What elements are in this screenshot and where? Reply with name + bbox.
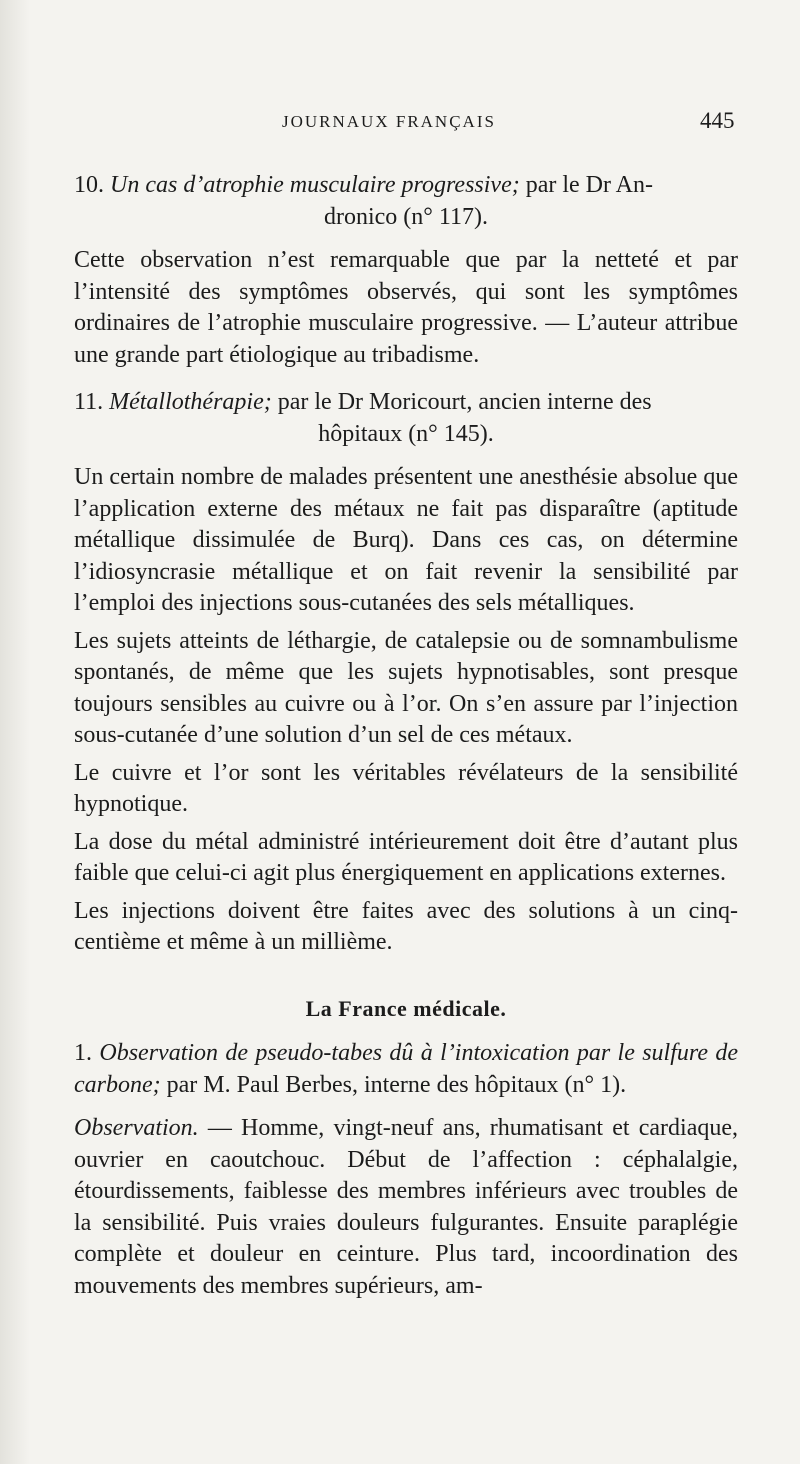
entry-title: Observation de pseudo-tabes dû à l’intoxication par le sulfure de carbone; [74, 1040, 739, 1098]
bibliography-entry [74, 1038, 738, 1302]
entry-number: 10. [74, 172, 104, 198]
entry-heading [74, 170, 738, 233]
entry-author: par le Dr Moricourt, ancien interne des [271, 389, 652, 415]
entry-title: Métallothérapie; [109, 389, 272, 415]
entry-number: 1. [74, 1040, 92, 1066]
observation-paragraph [74, 1113, 738, 1302]
bibliography-entry [74, 170, 738, 371]
entry-paragraph: Le cuivre et l’or sont les véritables révélateurs de la sensibilité hypnotique. [74, 759, 738, 817]
section-title: La France médicale. [305, 995, 507, 1021]
observation-lead: Observation. [74, 1115, 199, 1141]
entry-paragraph: La dose du métal administré intérieurement doit être d’autant plus faible que celui-ci agit plus énergiquement en applications externes. [74, 828, 738, 886]
entry-paragraph: Les sujets atteints de léthargie, de catalepsie ou de somnambulisme spontanés, de même que les sujets hypnotisables, sont presque toujours sensibles au cuivre ou à l’or. On s’en assure par l’injection sous-cutanée d’une solution d’un sel de ces métaux. [74, 627, 738, 748]
entry-paragraph: Les injections doivent être faites avec des solutions à un cinq-centième et même à un millième. [74, 897, 738, 955]
observation-text: — Homme, vingt-neuf ans, rhumatisant et cardiaque, ouvrier en caoutchouc. Début de l’affection : céphalalgie, étourdissements, faiblesse des membres inférieurs avec troubles de la sensibilité. Puis vraies douleurs fulgurantes. Ensuite paraplégie complète et douleur en ceinture. Plus tard, incoordination des mouvements des membres supérieurs, am- [74, 1115, 738, 1299]
entry-author: par M. Paul Berbes, interne des hôpitaux (n° 1). [160, 1071, 627, 1098]
entry-paragraph: Un certain nombre de malades présentent une anesthésie absolue que l’application externe des métaux ne fait pas disparaître (aptitude métallique dissimulée de Burq). Dans ces cas, on détermine l’idiosyncrasie métallique et on fait revenir la sensibilité par l’emploi des injections sous-cutanées des sels métalliques. [74, 464, 738, 616]
entry-author: par le Dr An- [519, 172, 654, 198]
running-head [0, 108, 800, 142]
bibliography-entry [74, 387, 738, 959]
entry-author-continued: hôpitaux (n° 145). [318, 420, 494, 447]
entry-paragraph: Cette observation n’est remarquable que par la netteté et par l’intensité des symptômes observés, qui sont les symptômes ordinaires de l’atrophie musculaire progressive. — L’auteur attribue une grande part étiologique au tribadisme. [74, 247, 738, 368]
entry-heading [74, 387, 738, 450]
running-head-title: JOURNAUX FRANÇAIS [282, 112, 496, 131]
page-number: 445 [700, 108, 735, 133]
page-body [74, 170, 738, 1308]
entry-number: 11. [74, 389, 104, 415]
page-gutter-shadow [0, 0, 30, 1464]
entry-title: Un cas d’atrophie musculaire progressive; [110, 172, 520, 198]
entry-author-continued: dronico (n° 117). [323, 203, 488, 230]
entry-heading [74, 1038, 738, 1101]
